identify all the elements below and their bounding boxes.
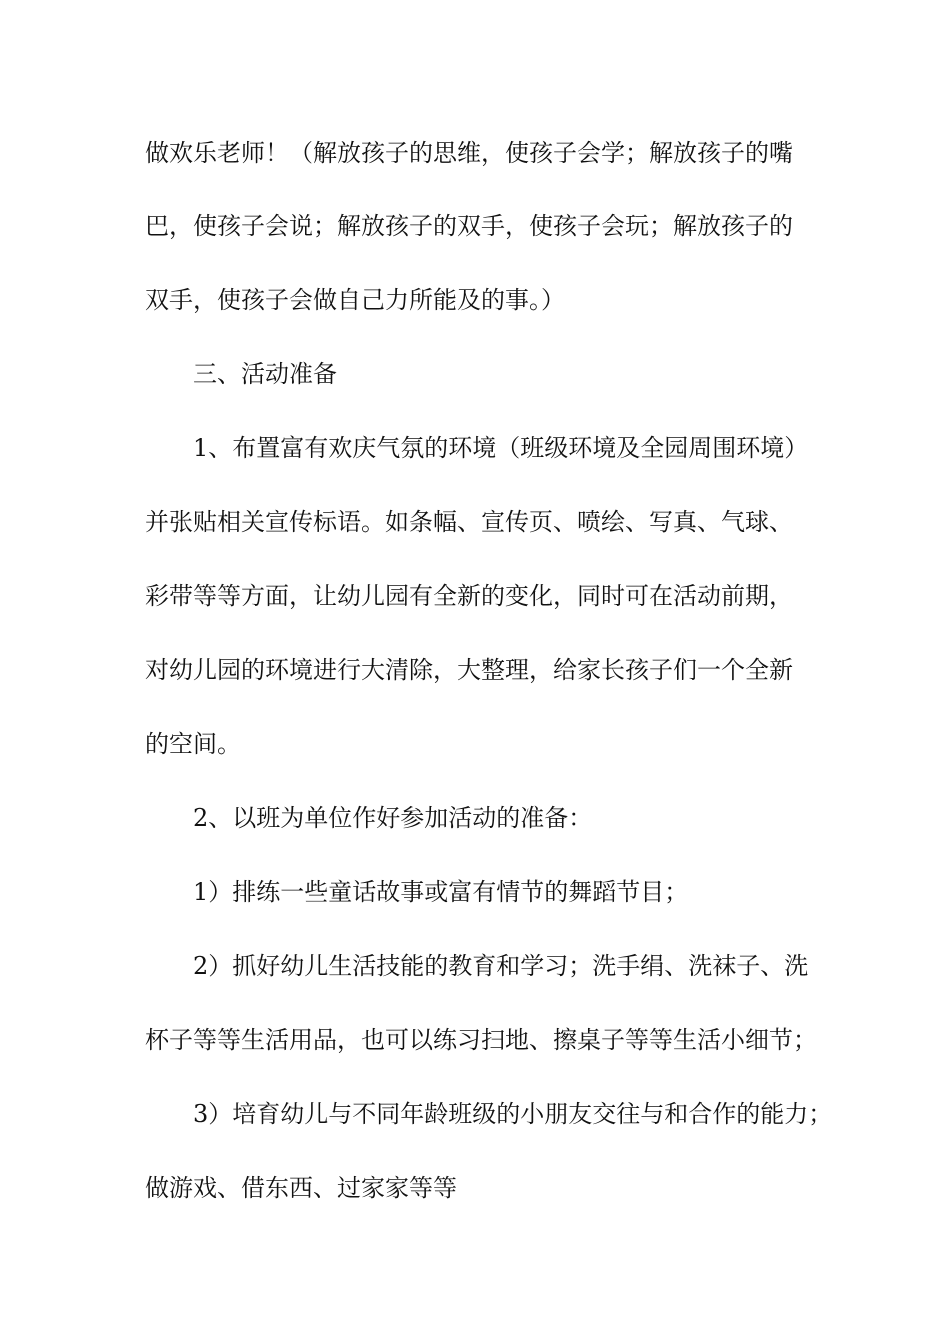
paragraph-line: 1、布置富有欢庆气氛的环境（班级环境及全园周围环境） [193, 434, 809, 462]
paragraph-line: 双手，使孩子会做自己力所能及的事。） [145, 286, 565, 314]
paragraph-line: 的空间。 [145, 730, 241, 758]
paragraph-line: 巴，使孩子会说；解放孩子的双手，使孩子会玩；解放孩子的 [145, 212, 793, 240]
list-item: 1）排练一些童话故事或富有情节的舞蹈节目； [193, 878, 689, 906]
paragraph-line: 做游戏、借东西、过家家等等 [145, 1174, 457, 1202]
paragraph-line: 杯子等等生活用品，也可以练习扫地、擦桌子等等生活小细节； [145, 1026, 817, 1054]
section-heading: 三、活动准备 [193, 360, 337, 388]
paragraph-line: 并张贴相关宣传标语。如条幅、宣传页、喷绘、写真、气球、 [145, 508, 793, 536]
list-item: 2）抓好幼儿生活技能的教育和学习；洗手绢、洗袜子、洗 [193, 952, 809, 980]
list-item: 3）培育幼儿与不同年龄班级的小朋友交往与和合作的能力； [193, 1100, 833, 1128]
paragraph-line: 对幼儿园的环境进行大清除，大整理，给家长孩子们一个全新 [145, 656, 793, 684]
paragraph-line: 2、以班为单位作好参加活动的准备： [193, 804, 593, 832]
paragraph-line: 彩带等等方面，让幼儿园有全新的变化，同时可在活动前期， [145, 582, 793, 610]
paragraph-line: 做欢乐老师！（解放孩子的思维，使孩子会学；解放孩子的嘴 [145, 139, 793, 167]
